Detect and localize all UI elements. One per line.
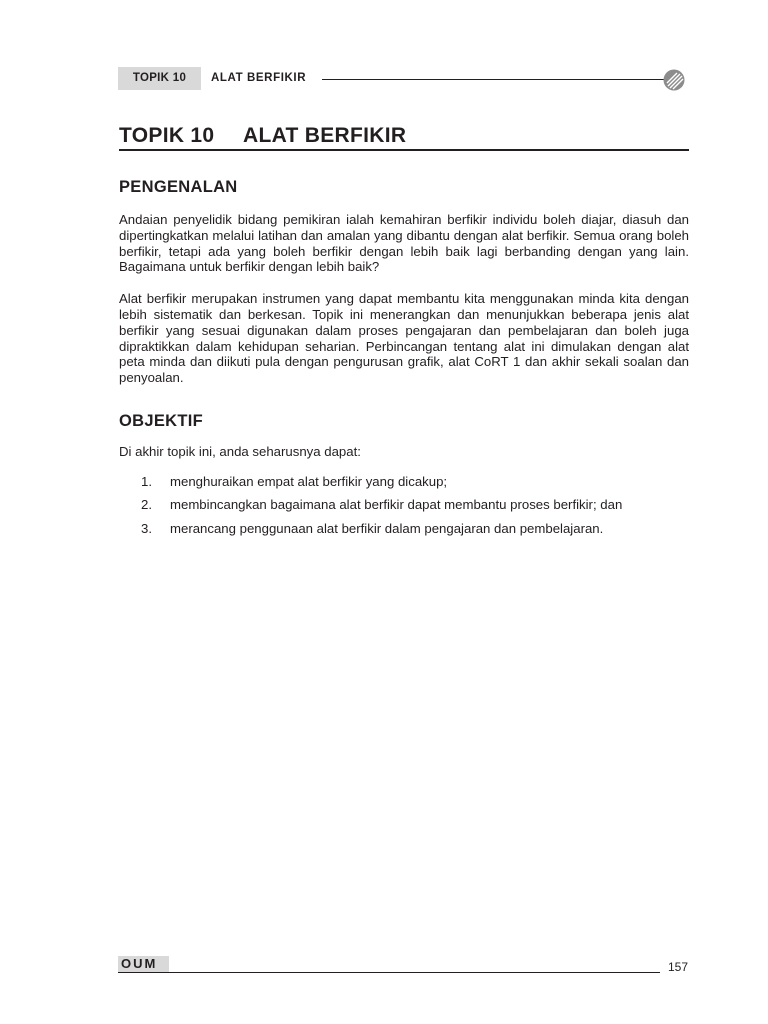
- page-footer: [118, 956, 690, 978]
- page-title: [119, 122, 689, 151]
- page-title-text: ALAT BERFIKIR: [243, 124, 407, 147]
- section-heading-pengenalan: PENGENALAN: [119, 178, 238, 196]
- objective-number: 3.: [141, 520, 152, 536]
- header-title: ALAT BERFIKIR: [211, 72, 307, 84]
- footer-rule: [118, 972, 660, 973]
- page-title-topic: TOPIK 10: [119, 124, 215, 147]
- objective-text: merancang penggunaan alat berfikir dalam pengajaran dan pembelajaran.: [170, 520, 604, 536]
- running-header: [118, 67, 688, 91]
- objective-number: 2.: [141, 497, 152, 513]
- oum-globe-icon: [663, 69, 685, 91]
- footer-brand: OUM: [118, 956, 169, 972]
- objective-text: menghuraikan empat alat berfikir yang dicakup;: [170, 473, 448, 489]
- intro-paragraph-1: Andaian penyelidik bidang pemikiran ialah kemahiran berfikir individu boleh diajar, diasuh dan dipertingkatkan melalui latihan dan amalan yang dibantu dengan alat berfikir. Semua orang boleh berfikir, tetapi ada yang boleh berfikir dengan lebih baik lagi berbanding dengan yang lain. Bagaimana untuk berfikir dengan lebih baik?: [119, 212, 689, 275]
- header-rule: [322, 79, 666, 80]
- header-topic-tab: TOPIK 10: [118, 67, 201, 90]
- intro-paragraph-2: Alat berfikir merupakan instrumen yang dapat membantu kita menggunakan minda kita dengan lebih sistematik dan berkesan. Topik ini menerangkan dan menunjukkan beberapa jenis alat berfikir yang sesuai digunakan dalam proses pengajaran dan pembelajaran dan boleh juga dipraktikkan dalam kehidupan seharian. Perbincangan tentang alat ini dimulakan dengan alat peta minda dan diikuti pula dengan pengurusan grafik, alat CoRT 1 dan akhir sekali soalan dan penyoalan.: [119, 291, 689, 386]
- objective-number: 1.: [141, 473, 152, 489]
- objective-text: membincangkan bagaimana alat berfikir dapat membantu proses berfikir; dan: [170, 497, 623, 513]
- page-number: 157: [668, 960, 689, 974]
- objective-item: [119, 474, 689, 490]
- section-heading-objektif: OBJEKTIF: [119, 411, 203, 430]
- objective-item: [119, 497, 689, 513]
- main-content: [119, 174, 689, 544]
- objectives-list: [119, 474, 689, 537]
- objectives-intro: Di akhir topik ini, anda seharusnya dapat:: [119, 443, 361, 459]
- objective-item: [119, 521, 689, 537]
